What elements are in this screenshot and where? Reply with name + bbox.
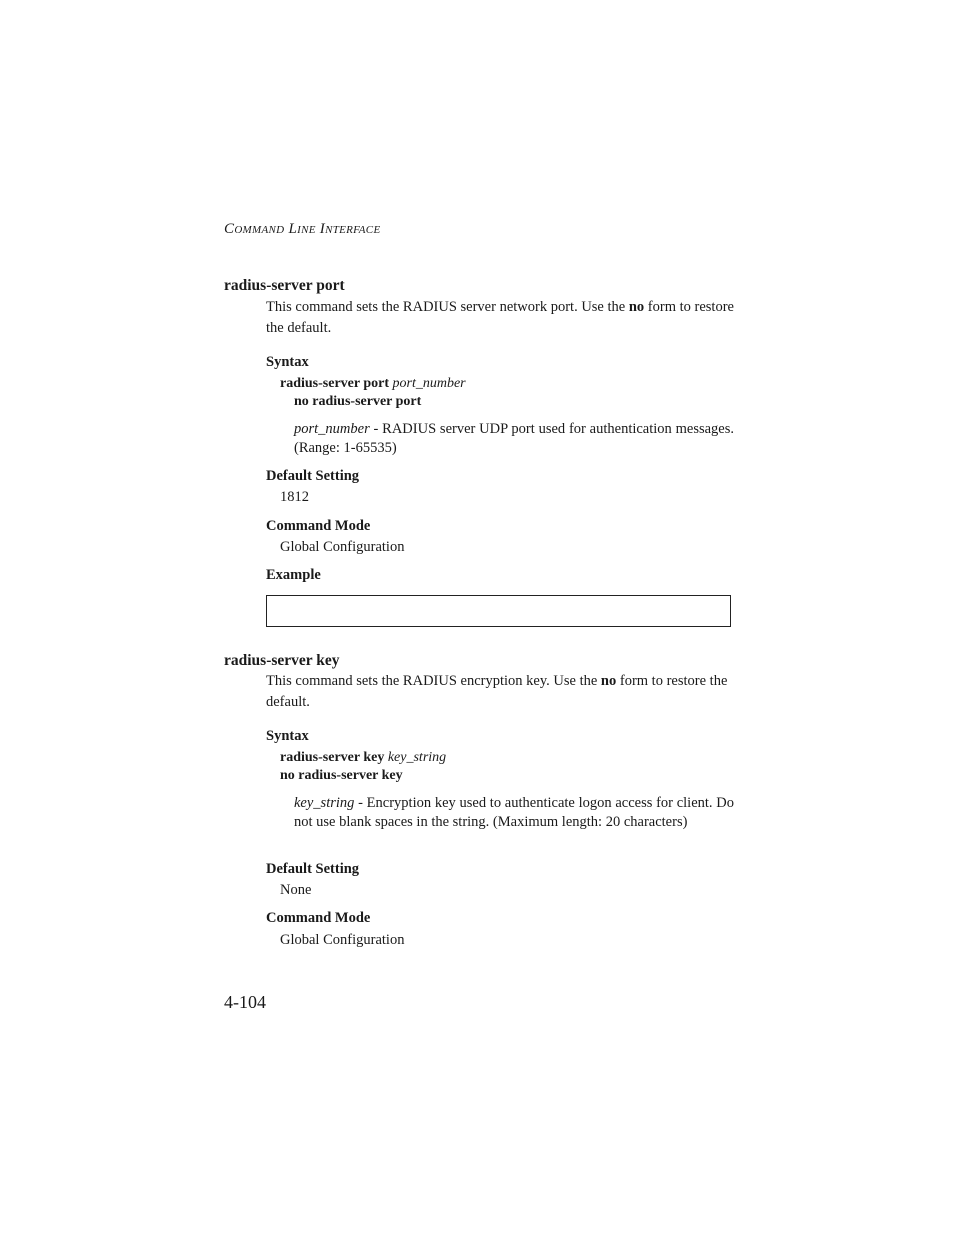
command-mode-value: Global Configuration — [280, 539, 405, 555]
command-title: radius-server key — [224, 652, 340, 669]
syntax-line: radius-server port port_number — [280, 376, 466, 391]
parameter-description: key_string - Encryption key used to authenticate logon access for client. Do not use blank spaces in the string. (Maximum length: 20 characters) — [294, 795, 734, 830]
command-title: radius-server port — [224, 277, 345, 294]
command-description: This command sets the RADIUS encryption key. Use the no form to restore the default. — [266, 673, 728, 710]
command-mode-value: Global Configuration — [280, 932, 405, 948]
default-setting-heading: Default Setting — [266, 468, 360, 484]
command-mode-heading: Command Mode — [266, 518, 371, 534]
command-mode-heading: Command Mode — [266, 910, 371, 926]
default-setting-value: 1812 — [280, 489, 309, 505]
syntax-no-line: no radius-server port — [294, 394, 422, 409]
syntax-no-line: no radius-server key — [280, 768, 403, 783]
command-description: This command sets the RADIUS server network port. Use the no form to restore the default. — [266, 299, 734, 336]
default-setting-heading: Default Setting — [266, 861, 360, 877]
default-setting-value: None — [280, 882, 312, 898]
example-heading: Example — [266, 567, 321, 583]
syntax-line: radius-server key key_string — [280, 750, 447, 765]
syntax-heading: Syntax — [266, 728, 309, 744]
syntax-heading: Syntax — [266, 354, 309, 370]
parameter-description: port_number - RADIUS server UDP port used for authentication messages. (Range: 1-65535) — [294, 421, 734, 456]
example-box — [266, 595, 731, 627]
page-number: 4-104 — [224, 992, 266, 1012]
running-header: COMMAND LINE INTERFACE — [224, 221, 381, 237]
